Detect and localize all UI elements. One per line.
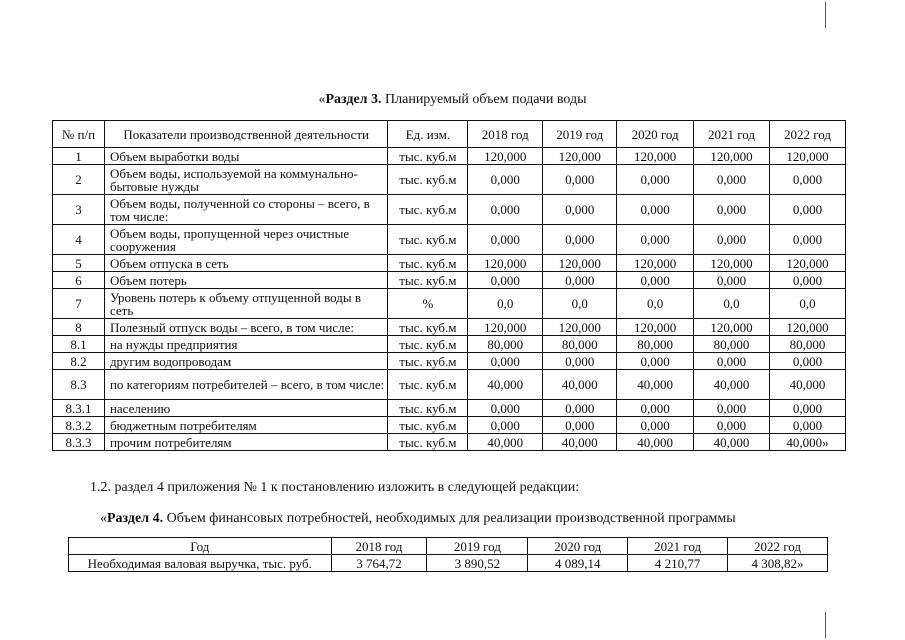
column-header: 2020 год <box>528 538 628 555</box>
year-value: 120,000 <box>468 148 543 165</box>
year-value: 0,000 <box>468 195 543 225</box>
indicator-name: Объем воды, используемой на коммунально-бытовые нужды <box>104 165 388 195</box>
indicator-name: Полезный отпуск воды – всего, в том числе: <box>104 319 388 336</box>
section-3-text: Планируемый объем подачи воды <box>381 92 587 107</box>
table-row <box>53 434 846 451</box>
year-value: 120,000 <box>468 319 543 336</box>
year-value: 0,000 <box>543 165 617 195</box>
indicator-name: населению <box>104 400 388 417</box>
indicator-name: на нужды предприятия <box>104 336 388 353</box>
year-value: 0,000 <box>770 195 846 225</box>
table-row <box>53 225 846 255</box>
year-value: 120,000 <box>617 255 694 272</box>
year-value: 4 308,82» <box>728 555 828 572</box>
unit: тыс. куб.м <box>388 319 468 336</box>
table-row <box>53 417 846 434</box>
year-value: 40,000 <box>617 434 694 451</box>
year-value: 0,000 <box>617 272 694 289</box>
unit: тыс. куб.м <box>388 195 468 225</box>
year-value: 0,000 <box>543 400 617 417</box>
year-value: 0,000 <box>694 272 770 289</box>
unit: тыс. куб.м <box>388 417 468 434</box>
year-value: 120,000 <box>694 255 770 272</box>
year-value: 0,000 <box>468 400 543 417</box>
year-value: 0,000 <box>694 400 770 417</box>
indicator-name: Объем воды, полученной со стороны – всего, в том числе: <box>104 195 388 225</box>
year-value: 0,000 <box>468 165 543 195</box>
column-header: 2018 год <box>468 121 543 148</box>
year-value: 0,000 <box>543 225 617 255</box>
section-4-title <box>100 511 736 527</box>
year-value: 0,000 <box>694 195 770 225</box>
year-value: 0,0 <box>468 289 543 319</box>
year-value: 0,0 <box>770 289 846 319</box>
year-value: 40,000 <box>694 370 770 400</box>
column-header: 2019 год <box>427 538 528 555</box>
year-value: 0,000 <box>468 417 543 434</box>
unit: тыс. куб.м <box>388 225 468 255</box>
year-value: 120,000 <box>694 319 770 336</box>
year-value: 0,000 <box>543 195 617 225</box>
column-header: 2021 год <box>628 538 728 555</box>
section-3-title <box>0 92 905 108</box>
year-value: 120,000 <box>468 255 543 272</box>
year-value: 0,000 <box>543 353 617 370</box>
unit: тыс. куб.м <box>388 165 468 195</box>
year-value: 0,000 <box>468 225 543 255</box>
year-value: 120,000 <box>770 255 846 272</box>
row-number: 8 <box>53 319 105 336</box>
column-header: 2022 год <box>728 538 828 555</box>
year-value: 120,000 <box>543 319 617 336</box>
year-value: 40,000» <box>770 434 846 451</box>
section-4-label: Раздел 4. <box>107 511 164 526</box>
year-value: 0,000 <box>543 417 617 434</box>
year-value: 0,000 <box>770 417 846 434</box>
year-value: 3 764,72 <box>331 555 427 572</box>
year-value: 40,000 <box>543 370 617 400</box>
indicator-name: Объем выработки воды <box>104 148 388 165</box>
year-value: 0,000 <box>617 400 694 417</box>
table-row <box>53 289 846 319</box>
column-header: 2020 год <box>617 121 694 148</box>
unit: тыс. куб.м <box>388 336 468 353</box>
table-row <box>53 400 846 417</box>
table-row <box>53 165 846 195</box>
unit: тыс. куб.м <box>388 272 468 289</box>
year-value: 120,000 <box>543 255 617 272</box>
year-value: 0,000 <box>694 353 770 370</box>
table-row <box>53 370 846 400</box>
table-row <box>53 319 846 336</box>
column-header: Показатели производственной деятельности <box>104 121 388 148</box>
row-number: 5 <box>53 255 105 272</box>
year-value: 40,000 <box>694 434 770 451</box>
unit: тыс. куб.м <box>388 255 468 272</box>
column-header: 2019 год <box>543 121 617 148</box>
unit: тыс. куб.м <box>388 434 468 451</box>
column-header: Ед. изм. <box>388 121 468 148</box>
indicator-name: по категориям потребителей – всего, в том числе: <box>104 370 388 400</box>
year-value: 0,000 <box>617 165 694 195</box>
year-value: 0,000 <box>770 400 846 417</box>
unit: тыс. куб.м <box>388 370 468 400</box>
year-value: 0,000 <box>694 165 770 195</box>
column-header: 2022 год <box>770 121 846 148</box>
section-3-prefix: « <box>318 92 326 107</box>
indicator-name: Объем воды, пропущенной через очистные сооружения <box>104 225 388 255</box>
indicator-name: бюджетным потребителям <box>104 417 388 434</box>
year-value: 40,000 <box>617 370 694 400</box>
year-value: 0,000 <box>694 225 770 255</box>
year-value: 0,000 <box>617 417 694 434</box>
year-value: 0,000 <box>543 272 617 289</box>
year-value: 120,000 <box>770 148 846 165</box>
table-row <box>53 272 846 289</box>
year-value: 80,000 <box>617 336 694 353</box>
row-number: 2 <box>53 165 105 195</box>
year-value: 0,0 <box>543 289 617 319</box>
water-supply-table <box>52 120 846 451</box>
year-value: 0,000 <box>468 353 543 370</box>
year-value: 40,000 <box>468 434 543 451</box>
year-value: 0,0 <box>617 289 694 319</box>
indicator-name: прочим потребителям <box>104 434 388 451</box>
row-number: 1 <box>53 148 105 165</box>
year-value: 0,000 <box>770 353 846 370</box>
year-value: 120,000 <box>770 319 846 336</box>
year-value: 80,000 <box>694 336 770 353</box>
year-value: 3 890,52 <box>427 555 528 572</box>
row-number: 8.2 <box>53 353 105 370</box>
section-4-prefix: « <box>100 511 107 526</box>
section-4-text: Объем финансовых потребностей, необходимых для реализации производственной программы <box>163 511 736 526</box>
row-number: 8.3.1 <box>53 400 105 417</box>
year-value: 0,000 <box>770 225 846 255</box>
year-value: 80,000 <box>468 336 543 353</box>
column-header: 2021 год <box>694 121 770 148</box>
unit: тыс. куб.м <box>388 353 468 370</box>
indicator-name: Необходимая валовая выручка, тыс. руб. <box>69 555 332 572</box>
year-value: 40,000 <box>468 370 543 400</box>
scan-mark <box>825 2 826 28</box>
year-value: 0,000 <box>770 272 846 289</box>
column-header: № п/п <box>53 121 105 148</box>
year-value: 120,000 <box>617 148 694 165</box>
row-number: 6 <box>53 272 105 289</box>
year-value: 40,000 <box>770 370 846 400</box>
year-value: 0,000 <box>468 272 543 289</box>
row-number: 7 <box>53 289 105 319</box>
row-number: 8.3.3 <box>53 434 105 451</box>
unit: тыс. куб.м <box>388 148 468 165</box>
section-3-label: Раздел 3. <box>325 92 382 107</box>
year-value: 0,000 <box>694 417 770 434</box>
indicator-name: Уровень потерь к объему отпущенной воды в сеть <box>104 289 388 319</box>
year-value: 80,000 <box>543 336 617 353</box>
row-number: 3 <box>53 195 105 225</box>
year-value: 80,000 <box>770 336 846 353</box>
column-header: 2018 год <box>331 538 427 555</box>
row-number: 8.1 <box>53 336 105 353</box>
table-row <box>69 555 828 572</box>
year-value: 120,000 <box>617 319 694 336</box>
year-value: 0,0 <box>694 289 770 319</box>
year-value: 4 089,14 <box>528 555 628 572</box>
indicator-name: другим водопроводам <box>104 353 388 370</box>
row-number: 8.3.2 <box>53 417 105 434</box>
indicator-name: Объем потерь <box>104 272 388 289</box>
year-value: 120,000 <box>694 148 770 165</box>
table-row <box>53 353 846 370</box>
financial-needs-table <box>68 537 828 572</box>
year-value: 120,000 <box>543 148 617 165</box>
table-row <box>53 195 846 225</box>
year-value: 0,000 <box>770 165 846 195</box>
table-row <box>53 255 846 272</box>
table-header-row <box>69 538 828 555</box>
year-value: 0,000 <box>617 225 694 255</box>
scan-mark <box>825 612 826 638</box>
year-value: 0,000 <box>617 353 694 370</box>
indicator-name: Объем отпуска в сеть <box>104 255 388 272</box>
row-number: 8.3 <box>53 370 105 400</box>
table-row <box>53 148 846 165</box>
year-value: 0,000 <box>617 195 694 225</box>
table-header-row <box>53 121 846 148</box>
year-value: 40,000 <box>543 434 617 451</box>
table-row <box>53 336 846 353</box>
unit: % <box>388 289 468 319</box>
column-header: Год <box>69 538 332 555</box>
year-value: 4 210,77 <box>628 555 728 572</box>
unit: тыс. куб.м <box>388 400 468 417</box>
row-number: 4 <box>53 225 105 255</box>
paragraph-1-2: 1.2. раздел 4 приложения № 1 к постановлению изложить в следующей редакции: <box>90 480 580 495</box>
